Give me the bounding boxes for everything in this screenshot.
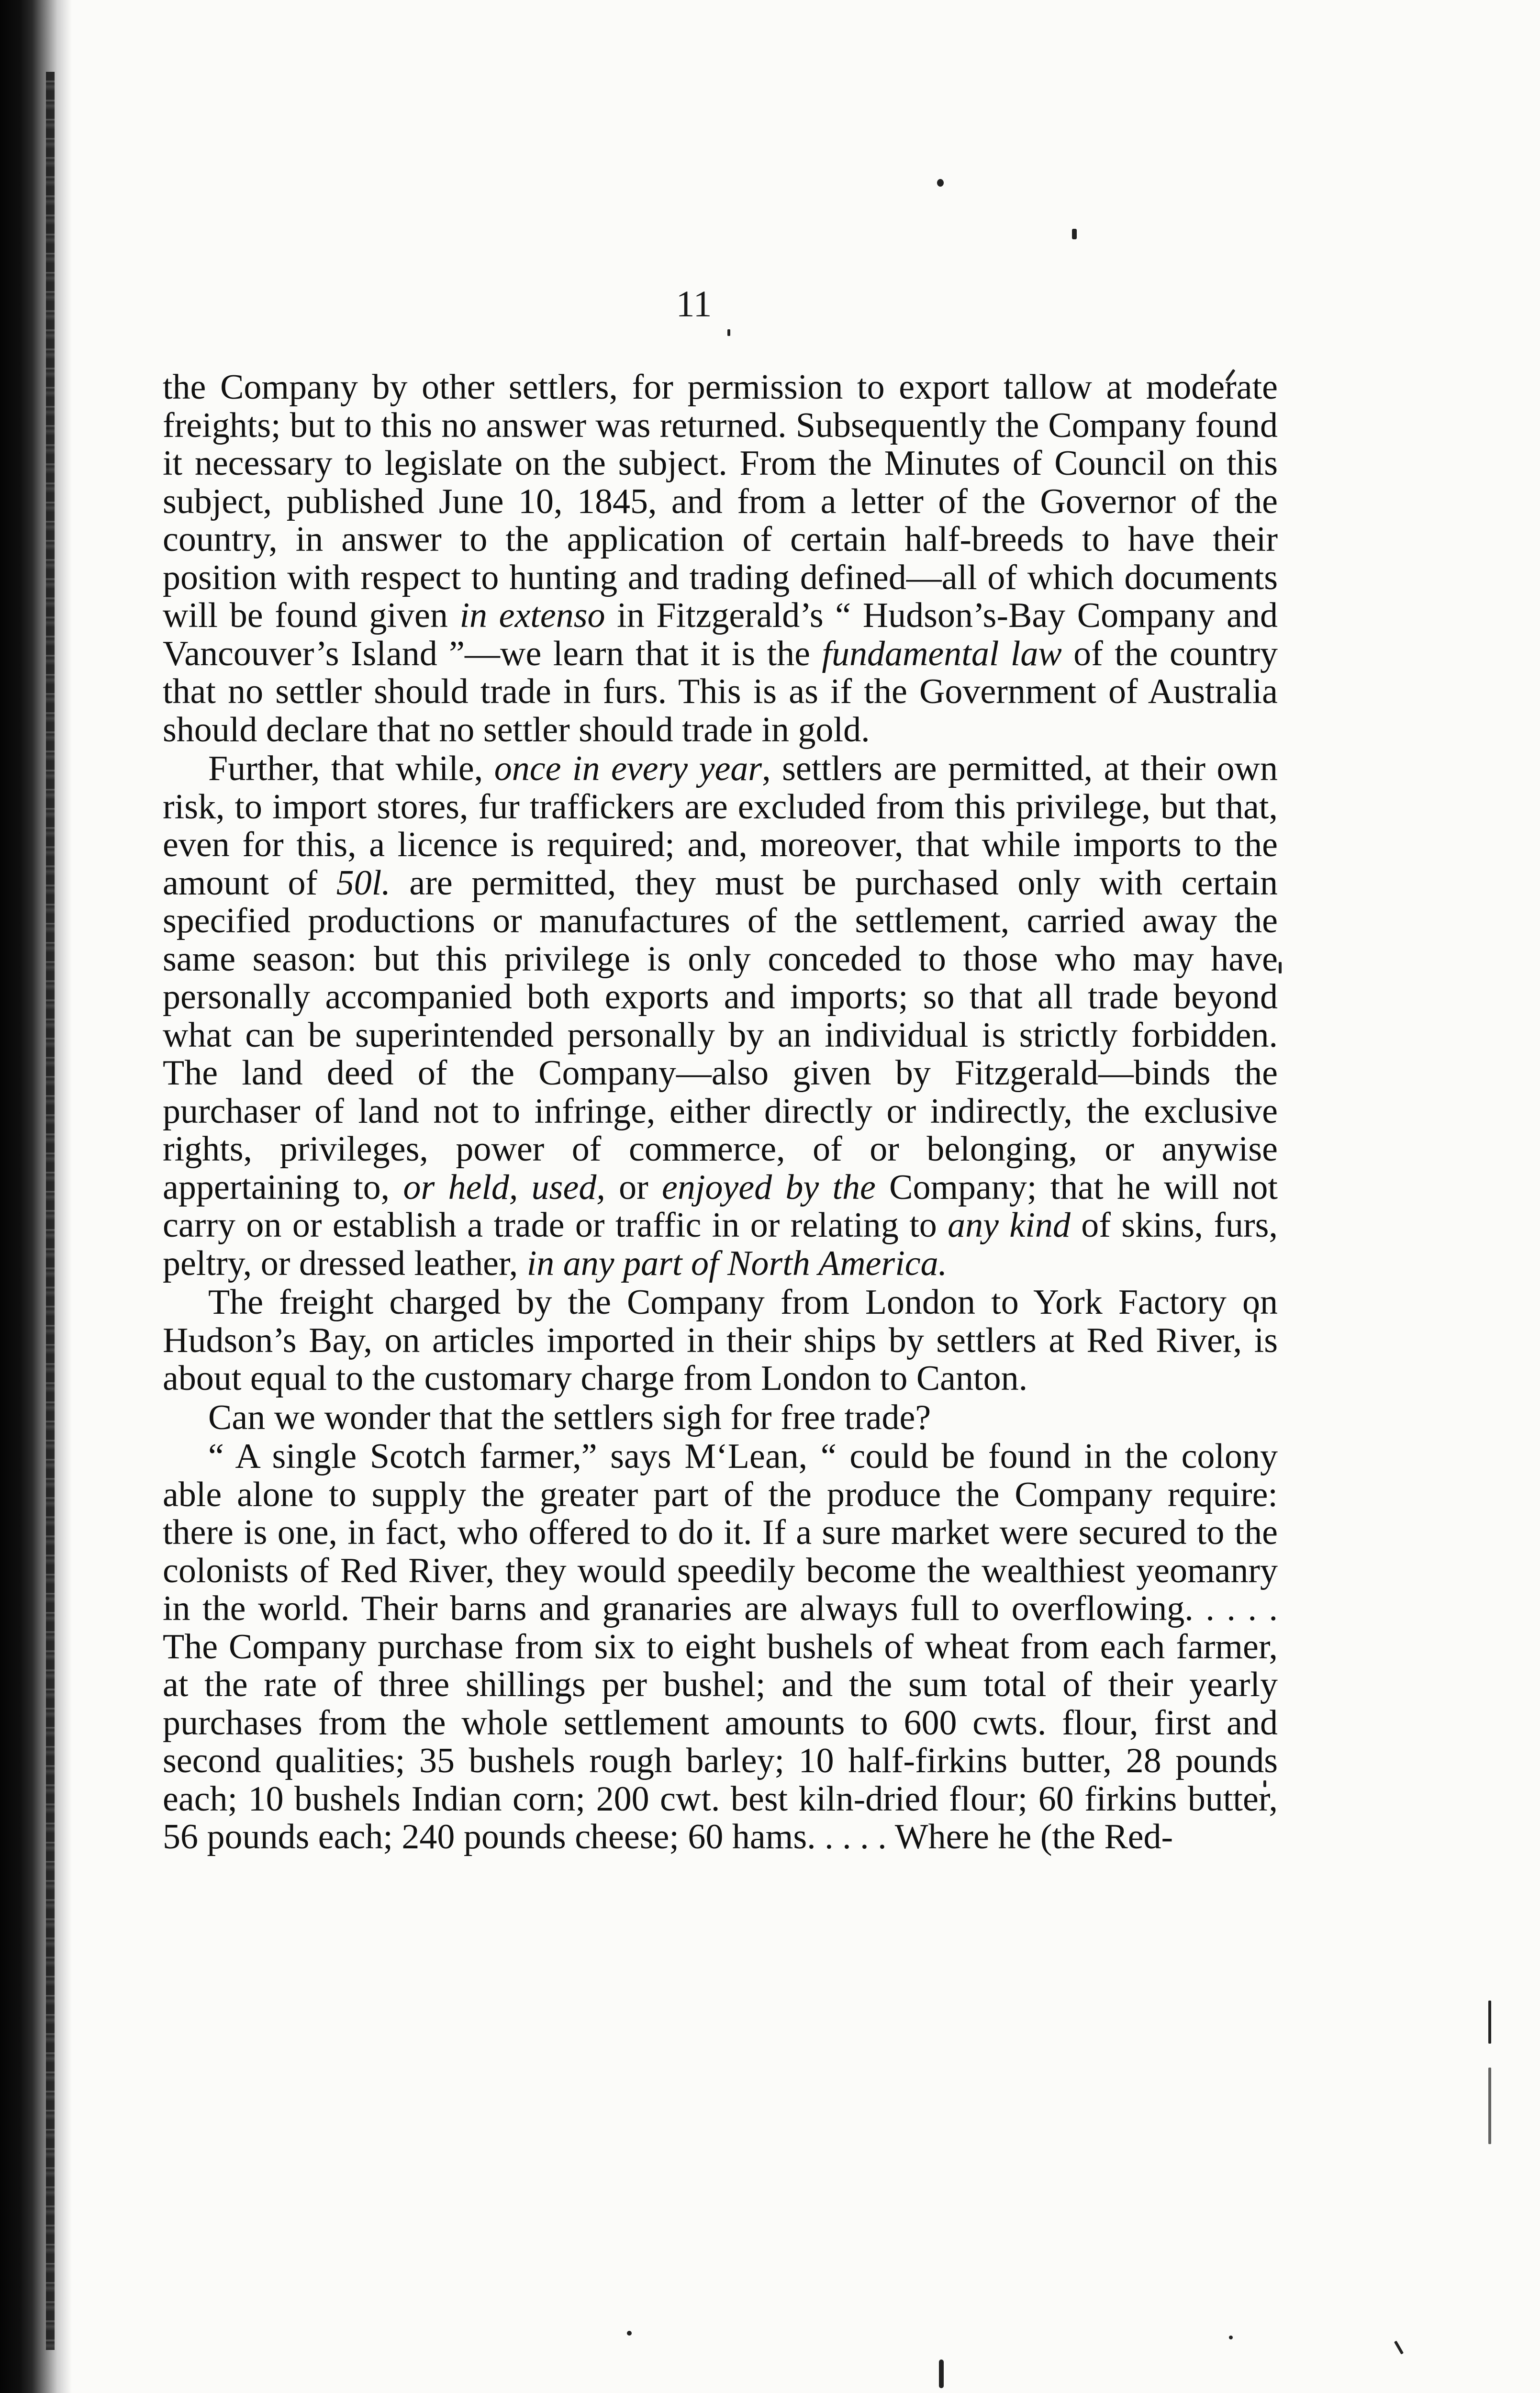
scan-speck bbox=[939, 2359, 944, 2388]
scan-speck bbox=[937, 179, 944, 187]
text-run: are permitted, they must be purchased only with certain specified productions or manufactures of the settlement, carried away the same season: but this privilege is only conceded to those who may have personally accompanied both exports and imports; so that all trade beyond what can be superintended personally by an individual is strictly forbidden. The land deed of the Company—also given by Fitzgerald—binds the purchaser of land not to infringe, either directly or indirectly, the exclusive rights, privileges, power of commerce, of or belonging, or anywise appertaining to, bbox=[163, 863, 1278, 1207]
text-run: in Fitzgerald’s “ Hudson’s-Bay Company and Vancouver’s Island ”—we learn that it is the bbox=[163, 596, 1278, 673]
scan-speck bbox=[1394, 2341, 1404, 2355]
italic-run: in extenso bbox=[459, 596, 605, 635]
text-run: The freight charged by the Company from London to York Factory on Hudson’s Bay, on articles imported in their ships by settlers at Red River, is about equal to the customary charge from London to Canton. bbox=[163, 1283, 1278, 1398]
scan-speck bbox=[1488, 2001, 1491, 2044]
scan-speck bbox=[1279, 962, 1282, 973]
text-run: Further, that while, bbox=[208, 749, 494, 788]
italic-run: enjoyed by the bbox=[662, 1167, 876, 1207]
scan-speck bbox=[1229, 2336, 1233, 2339]
text-run: “ A single Scotch farmer,” says M‘Lean, “ could be found in the colony able alone to supply the greater part of the produce the Company require: there is one, in fact, who offered to do it. If a sure market were secured to the colonists of Red River, they would speedily become the wealthiest yeomanry in the world. Their barns and granaries are always full to overflowing. . . . . The Company purchase from six to eight bushels of wheat from each farmer, at the rate of three shillings per bushel; and the sum total of their yearly purchases from the whole settlement amounts to 600 cwts. flour, first and second qualities; 35 bushels rough barley; 10 half-firkins butter, 28 pounds each; 10 bushels Indian corn; 200 cwt. best kiln-dried flour; 60 firkins butter, 56 pounds each; 240 pounds cheese; 60 hams. . . . . Where he (the Red- bbox=[163, 1437, 1278, 1856]
paragraph bbox=[163, 369, 1278, 749]
text-run: Company; that he will not carry on or establish a trade or traffic in or relating to bbox=[163, 1167, 1278, 1245]
text-run: of skins, furs, peltry, or dressed leather, bbox=[163, 1206, 1278, 1283]
italic-run: once in every year bbox=[494, 749, 762, 788]
scan-speck bbox=[627, 2331, 632, 2336]
scan-speck bbox=[1488, 2068, 1491, 2144]
italic-run: 50l. bbox=[336, 863, 391, 903]
paragraph bbox=[163, 1284, 1278, 1398]
text-run: of the country that no settler should trade in furs. This is as if the Government of Australia should declare that no settler should trade in gold. bbox=[163, 634, 1278, 749]
italic-run: in any part of North America. bbox=[526, 1243, 948, 1283]
paragraph bbox=[163, 1399, 1278, 1437]
italic-run: or held, used, bbox=[403, 1167, 605, 1207]
book-spine-shadow bbox=[0, 0, 72, 2393]
italic-run: fundamental law bbox=[822, 634, 1062, 673]
paragraph bbox=[163, 1438, 1278, 1856]
text-run: or bbox=[605, 1167, 662, 1207]
text-run: , settlers are permitted, at their own risk, to import stores, fur traffickers are excluded from this privilege, but that, even for this, a licence is required; and, moreover, that while imports to the amount of bbox=[163, 749, 1278, 903]
page-number: 11 bbox=[676, 283, 712, 324]
scan-speck bbox=[727, 329, 730, 336]
scan-speck bbox=[1072, 229, 1077, 239]
text-run: the Company by other settlers, for permission to export tallow at moderate freights; but to this no answer was returned. Subsequently the Company found it necessary to legislate on the subject. From the Minutes of Council on this subject, published June 10, 1845, and from a letter of the Governor of the country, in answer to the application of certain half-breeds to have their position with respect to hunting and trading defined—all of which documents will be found given bbox=[163, 368, 1278, 635]
body-text bbox=[163, 369, 1278, 1857]
text-run: Can we wonder that the settlers sigh for free trade? bbox=[208, 1398, 931, 1437]
italic-run: any kind bbox=[948, 1206, 1071, 1245]
page-gutter-edge bbox=[46, 72, 55, 2350]
paragraph bbox=[163, 750, 1278, 1283]
